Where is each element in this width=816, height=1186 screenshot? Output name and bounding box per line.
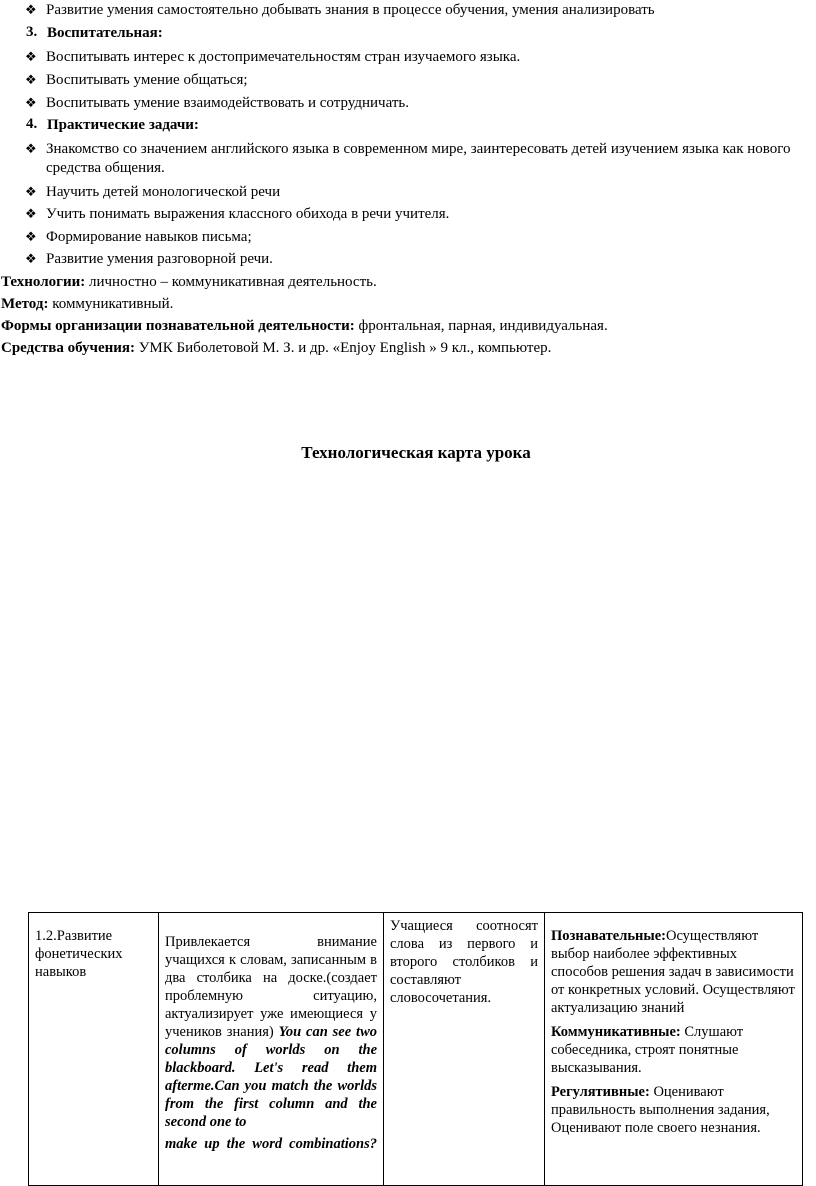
teacher-activity-english: You can see two columns of worlds on the blackboard. Let's read them afterme.Can you match the worlds from the first column and the second one to <box>165 1024 377 1130</box>
uud-communicative-label: Коммуникативные: <box>551 1024 681 1040</box>
section-3-number: 3. <box>26 24 38 40</box>
forms-label: Формы организации познавательной деятельности: <box>1 318 355 334</box>
goal-item: Учить понимать выражения классного обихода в речи учителя. <box>46 206 450 222</box>
technologies-value: личностно – коммуникативная деятельность. <box>85 274 377 290</box>
bullet-icon: ❖ <box>25 184 37 199</box>
stage-cell <box>29 913 159 1186</box>
goal-item: Научить детей монологической речи <box>46 184 281 200</box>
bullet-icon: ❖ <box>25 2 37 17</box>
technologies-line <box>1 273 377 291</box>
forms-line <box>1 317 608 335</box>
goal-item: Формирование навыков письма; <box>46 229 252 245</box>
bullet-icon: ❖ <box>25 72 37 87</box>
forms-value: фронтальная, парная, индивидуальная. <box>354 318 608 334</box>
uud-cognitive-label: Познавательные: <box>551 928 666 944</box>
bullet-icon: ❖ <box>25 206 37 221</box>
uud-cognitive <box>551 927 796 1017</box>
section-4-heading: Практические задачи: <box>47 117 199 133</box>
teacher-activity-plain: Привлекается внимание учащихся к словам, записанным в два столбика на доске.(создает проблемную ситуацию, актуализирует уже имеющиеся у учеников знания) <box>165 934 377 1040</box>
teacher-activity-english-end: make up the word combinations? <box>165 1136 377 1152</box>
means-value: УМК Биболетовой М. З. и др. «Enjoy English » 9 кл., компьютер. <box>135 340 552 356</box>
method-line <box>1 295 173 313</box>
uud-communicative-text: Слушают собеседника, строят понятные высказывания. <box>551 1024 744 1076</box>
students-activity-cell <box>384 913 545 1186</box>
means-label: Средства обучения: <box>1 340 136 356</box>
method-value: коммуникативный. <box>48 296 174 312</box>
bullet-icon: ❖ <box>25 95 37 110</box>
page-title: Технологическая карта урока <box>301 443 531 462</box>
goal-item-self-learning: Развитие умения самостоятельно добывать знания в процессе обучения, умения анализировать <box>46 2 655 18</box>
bullet-icon: ❖ <box>25 141 37 156</box>
uud-regulatory <box>551 1083 796 1137</box>
uud-communicative <box>551 1023 796 1077</box>
uud-regulatory-label: Регулятивные: <box>551 1084 650 1100</box>
method-label: Метод: <box>1 296 49 312</box>
stage-text: 1.2.Развитие фонетических навыков <box>35 928 123 980</box>
uud-regulatory-text: Оценивают правильность выполнения задания, Оценивают поле своего незнания. <box>551 1084 770 1136</box>
students-activity-text: Учащиеся соотносят слова из первого и второго столбиков и составляют словосочетания. <box>390 918 538 1006</box>
table-row <box>29 913 803 1186</box>
means-line <box>1 339 551 357</box>
uud-cognitive-text: Осуществляют выбор наиболее эффективных способов решения задач в зависимости от конкретных условий. Осуществляют актуализацию знаний <box>551 928 795 1016</box>
goal-item: Воспитывать интерес к достопримечательностям стран изучаемого языка. <box>46 49 521 65</box>
goal-item: Развитие умения разговорной речи. <box>46 251 273 267</box>
teacher-activity-cell <box>159 913 384 1186</box>
section-4-number: 4. <box>26 116 38 132</box>
technologies-label: Технологии: <box>1 274 86 290</box>
goal-item: Воспитывать умение взаимодействовать и сотрудничать. <box>46 95 409 111</box>
bullet-icon: ❖ <box>25 229 37 244</box>
bullet-icon: ❖ <box>25 49 37 64</box>
goal-item: Воспитывать умение общаться; <box>46 72 248 88</box>
bullet-icon: ❖ <box>25 251 37 266</box>
teacher-activity-text <box>165 933 377 1131</box>
section-3-heading: Воспитательная: <box>47 25 163 41</box>
goal-item-continuation: средства общения. <box>46 160 165 176</box>
uud-cell <box>545 913 803 1186</box>
lesson-table <box>28 912 803 1186</box>
goal-item: Знакомство со значением английского языка в современном мире, заинтересовать детей изучением языка как нового <box>46 141 791 157</box>
